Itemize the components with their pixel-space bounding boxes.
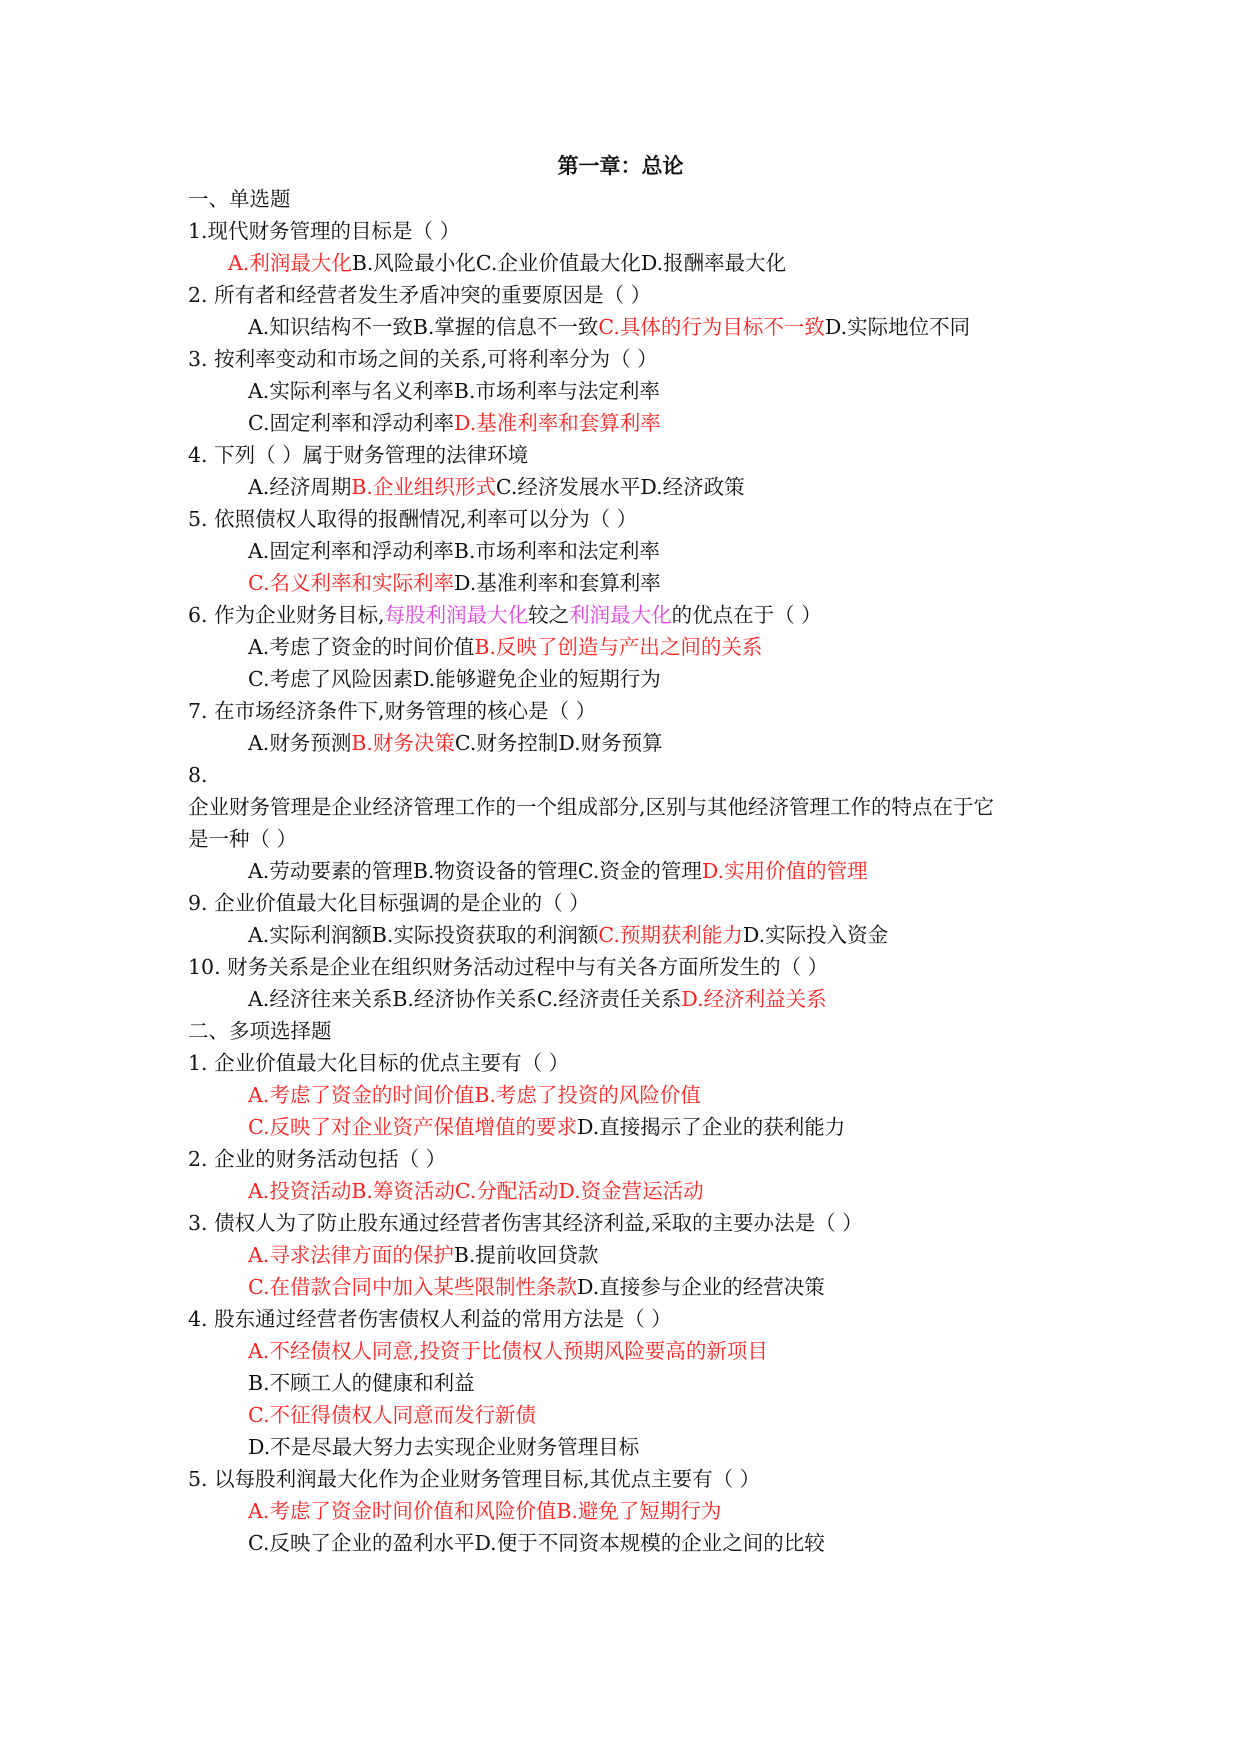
q8-answer: D.实用价值的管理 <box>701 859 868 883</box>
m3-options-line2 <box>248 1272 825 1302</box>
q9-options-post: D.实际投入资金 <box>742 923 889 947</box>
m3-answer-c: C.在借款合同中加入某些限制性条款 <box>248 1275 577 1299</box>
m5-stem: 5. 以每股利润最大化作为企业财务管理目标,其优点主要有（ ） <box>188 1467 761 1491</box>
q6-options-line2: C.考虑了风险因素D.能够避免企业的短期行为 <box>248 667 661 691</box>
q6-options-line1 <box>248 632 762 662</box>
q1-stem: 1.现代财务管理的目标是（ ） <box>188 219 461 243</box>
m3-answer-a: A.寻求法律方面的保护 <box>248 1243 454 1267</box>
q5-answer: C.名义利率和实际利率 <box>248 571 454 595</box>
q4-options-pre: A.经济周期 <box>248 475 352 499</box>
q7-options-pre: A.财务预测 <box>248 731 352 755</box>
q8-options-pre: A.劳动要素的管理B.物资设备的管理C.资金的管理 <box>248 859 702 883</box>
q1-options <box>228 248 786 278</box>
q4-stem: 4. 下列（ ）属于财务管理的法律环境 <box>188 443 529 467</box>
q6-options-pre: A.考虑了资金的时间价值 <box>248 635 475 659</box>
m3-options-b: B.提前收回贷款 <box>453 1243 599 1267</box>
q7-options <box>248 728 663 758</box>
m5-answer-line1: A.考虑了资金时间价值和风险价值B.避免了短期行为 <box>248 1499 722 1523</box>
q1-other-options: B.风险最小化C.企业价值最大化D.报酬率最大化 <box>351 251 787 275</box>
m1-options-line2 <box>248 1112 845 1142</box>
q6-highlight-eps: 每股利润最大化 <box>384 603 529 627</box>
q9-options <box>248 920 888 950</box>
m4-answer-a: A.不经债权人同意,投资于比债权人预期风险要高的新项目 <box>248 1339 768 1363</box>
m2-stem: 2. 企业的财务活动包括（ ） <box>188 1147 447 1171</box>
q10-stem: 10. 财务关系是企业在组织财务活动过程中与有关各方面所发生的（ ） <box>188 955 829 979</box>
m1-answer-line1: A.考虑了资金的时间价值B.考虑了投资的风险价值 <box>248 1083 701 1107</box>
q2-options <box>248 312 970 342</box>
q6-stem-pre: 6. 作为企业财务目标, <box>188 603 385 627</box>
q3-options-line2 <box>248 408 661 438</box>
section-single-choice: 一、单选题 <box>188 187 291 211</box>
m4-answer-c: C.不征得债权人同意而发行新债 <box>248 1403 536 1427</box>
q3-answer: D.基准利率和套算利率 <box>453 411 661 435</box>
chapter-title: 第一章：总论 <box>557 154 684 178</box>
q5-options-line2 <box>248 568 661 598</box>
m5-options-line2: C.反映了企业的盈利水平D.便于不同资本规模的企业之间的比较 <box>248 1531 825 1555</box>
m1-stem: 1. 企业价值最大化目标的优点主要有（ ） <box>188 1051 570 1075</box>
q9-answer: C.预期获利能力 <box>598 923 743 947</box>
q9-options-pre: A.实际利润额B.实际投资获取的利润额 <box>248 923 599 947</box>
q8-stem-line1: 企业财务管理是企业经济管理工作的一个组成部分,区别与其他经济管理工作的特点在于它 <box>188 795 995 819</box>
q5-options-post: D.基准利率和套算利率 <box>453 571 661 595</box>
q10-options-pre: A.经济往来关系B.经济协作关系C.经济责任关系 <box>248 987 682 1011</box>
q2-options-post: D.实际地位不同 <box>824 315 971 339</box>
q5-stem: 5. 依照债权人取得的报酬情况,利率可以分为（ ） <box>188 507 638 531</box>
m1-answer-c: C.反映了对企业资产保值增值的要求 <box>248 1115 577 1139</box>
q8-stem-line2: 是一种（ ） <box>188 827 298 851</box>
q6-stem-post: 的优点在于（ ） <box>671 603 822 627</box>
q10-answer: D.经济利益关系 <box>681 987 827 1011</box>
q3-stem: 3. 按利率变动和市场之间的关系,可将利率分为（ ） <box>188 347 658 371</box>
q10-options <box>248 984 827 1014</box>
q3-options-line1: A.实际利率与名义利率B.市场利率与法定利率 <box>248 379 660 403</box>
m3-options-line1 <box>248 1240 598 1270</box>
section-multiple-choice: 二、多项选择题 <box>188 1019 332 1043</box>
q6-stem-mid: 较之 <box>528 603 570 627</box>
m4-option-b: B.不顾工人的健康和利益 <box>248 1371 475 1395</box>
q6-highlight-profit: 利润最大化 <box>569 603 672 627</box>
m4-stem: 4. 股东通过经营者伤害债权人利益的常用方法是（ ） <box>188 1307 672 1331</box>
q2-answer: C.具体的行为目标不一致 <box>598 315 825 339</box>
q6-stem <box>188 600 822 630</box>
m4-option-d: D.不是尽最大努力去实现企业财务管理目标 <box>248 1435 640 1459</box>
m3-options-d: D.直接参与企业的经营决策 <box>576 1275 825 1299</box>
q1-answer: A.利润最大化 <box>228 251 352 275</box>
q5-options-line1: A.固定利率和浮动利率B.市场利率和法定利率 <box>248 539 660 563</box>
q4-options <box>248 472 745 502</box>
q9-stem: 9. 企业价值最大化目标强调的是企业的（ ） <box>188 891 590 915</box>
m1-options-post: D.直接揭示了企业的获利能力 <box>576 1115 846 1139</box>
q8-number: 8. <box>188 763 208 787</box>
q2-stem: 2. 所有者和经营者发生矛盾冲突的重要原因是（ ） <box>188 283 652 307</box>
q4-answer: B.企业组织形式 <box>351 475 496 499</box>
q8-options <box>248 856 868 886</box>
q7-stem: 7. 在市场经济条件下,财务管理的核心是（ ） <box>188 699 597 723</box>
q7-options-post: C.财务控制D.财务预算 <box>454 731 663 755</box>
q4-options-post: C.经济发展水平D.经济政策 <box>495 475 745 499</box>
q6-answer: B.反映了创造与产出之间的关系 <box>474 635 763 659</box>
q7-answer: B.财务决策 <box>351 731 455 755</box>
q3-options-pre: C.固定利率和浮动利率 <box>248 411 454 435</box>
m2-answer-line1: A.投资活动B.筹资活动C.分配活动D.资金营运活动 <box>248 1179 704 1203</box>
q2-options-pre: A.知识结构不一致B.掌握的信息不一致 <box>248 315 599 339</box>
m3-stem: 3. 债权人为了防止股东通过经营者伤害其经济利益,采取的主要办法是（ ） <box>188 1211 863 1235</box>
